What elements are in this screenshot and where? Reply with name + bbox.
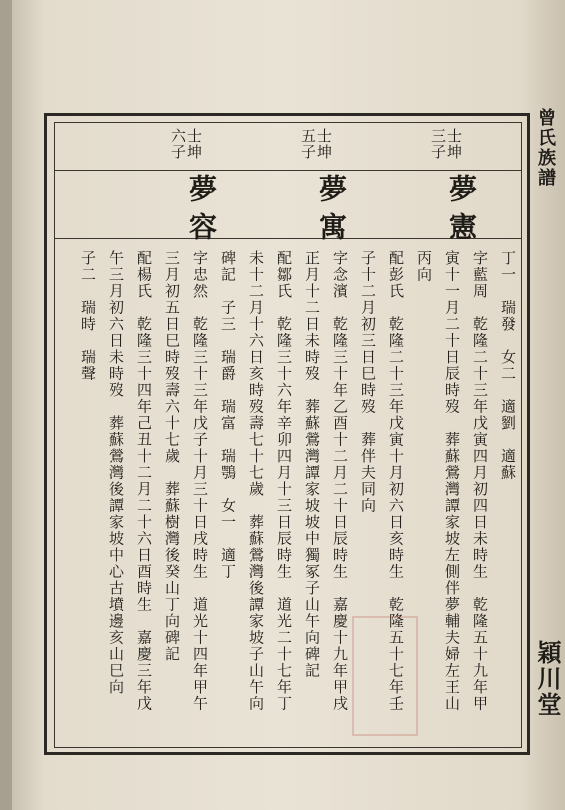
record-column-12: 字忠然 乾隆三十三年戊子十月三十日戌時生 道光十四年甲午 (191, 250, 209, 712)
generation-label-3a: 士坤 (185, 128, 203, 160)
record-column-7: 字念濱 乾隆三十年乙酉十二月二十日辰時生 嘉慶十九年甲戌 (331, 250, 349, 712)
book-title: 曾氏族譜 (535, 108, 556, 188)
record-column-1: 丁一 瑞發 女二 適劉 適蘇 (499, 250, 517, 481)
record-column-11: 碑記 子三 瑞爵 瑞富 瑞鶚 女一 適丁 (219, 250, 237, 580)
person-name-3: 夢容 (185, 174, 218, 250)
generation-label-1b: 三子 (429, 128, 447, 160)
record-column-3: 寅十一月二十日辰時歿 葬蘇鶯灣譚家坡左側伴夢輔夫婦左王山 (443, 250, 461, 712)
record-column-9: 配鄒氏 乾隆三十六年辛卯四月十三日辰時生 道光二十七年丁 (275, 250, 293, 712)
record-column-2: 字藍周 乾隆二十三年戊寅四月初四日未時生 乾隆五十九年甲 (471, 250, 489, 712)
hall-name: 穎川堂 (533, 640, 562, 718)
record-column-13: 三月初五日巳時歿壽六十七歲 葬蘇樹灣後癸山丁向碑記 (163, 250, 181, 663)
record-column-6: 子十二月初三日巳時歿 葬伴夫同向 (359, 250, 377, 514)
record-column-16: 子二 瑞時 瑞聲 (79, 250, 97, 382)
generation-rule (54, 170, 522, 171)
person-name-2: 夢寓 (315, 174, 348, 250)
generation-label-1a: 士坤 (445, 128, 463, 160)
record-column-8: 正月十二日未時歿 葬蘇鶯灣譚家坡坡中獨冢子山午向碑記 (303, 250, 321, 679)
record-column-15: 午三月初六日未時歿 葬蘇鶯灣後譚家坡中心古墳邊亥山巳向 (107, 250, 125, 696)
record-column-4: 丙向 (415, 250, 433, 283)
generation-label-3b: 六子 (169, 128, 187, 160)
faint-seal-stamp (352, 616, 418, 736)
book-binding-edge (0, 0, 12, 810)
person-name-1: 夢憲 (445, 174, 478, 250)
generation-label-2a: 士坤 (315, 128, 333, 160)
generation-label-2b: 五子 (299, 128, 317, 160)
record-column-5: 配彭氏 乾隆二十三年戊寅十月初六日亥時生 乾隆五十七年壬 (387, 250, 405, 712)
record-column-10: 未十二月十六日亥時歿壽七十七歲 葬蘇鶯灣後譚家坡子山午向 (247, 250, 265, 712)
record-column-14: 配楊氏 乾隆三十四年己丑十二月二十六日酉時生 嘉慶三年戊 (135, 250, 153, 712)
